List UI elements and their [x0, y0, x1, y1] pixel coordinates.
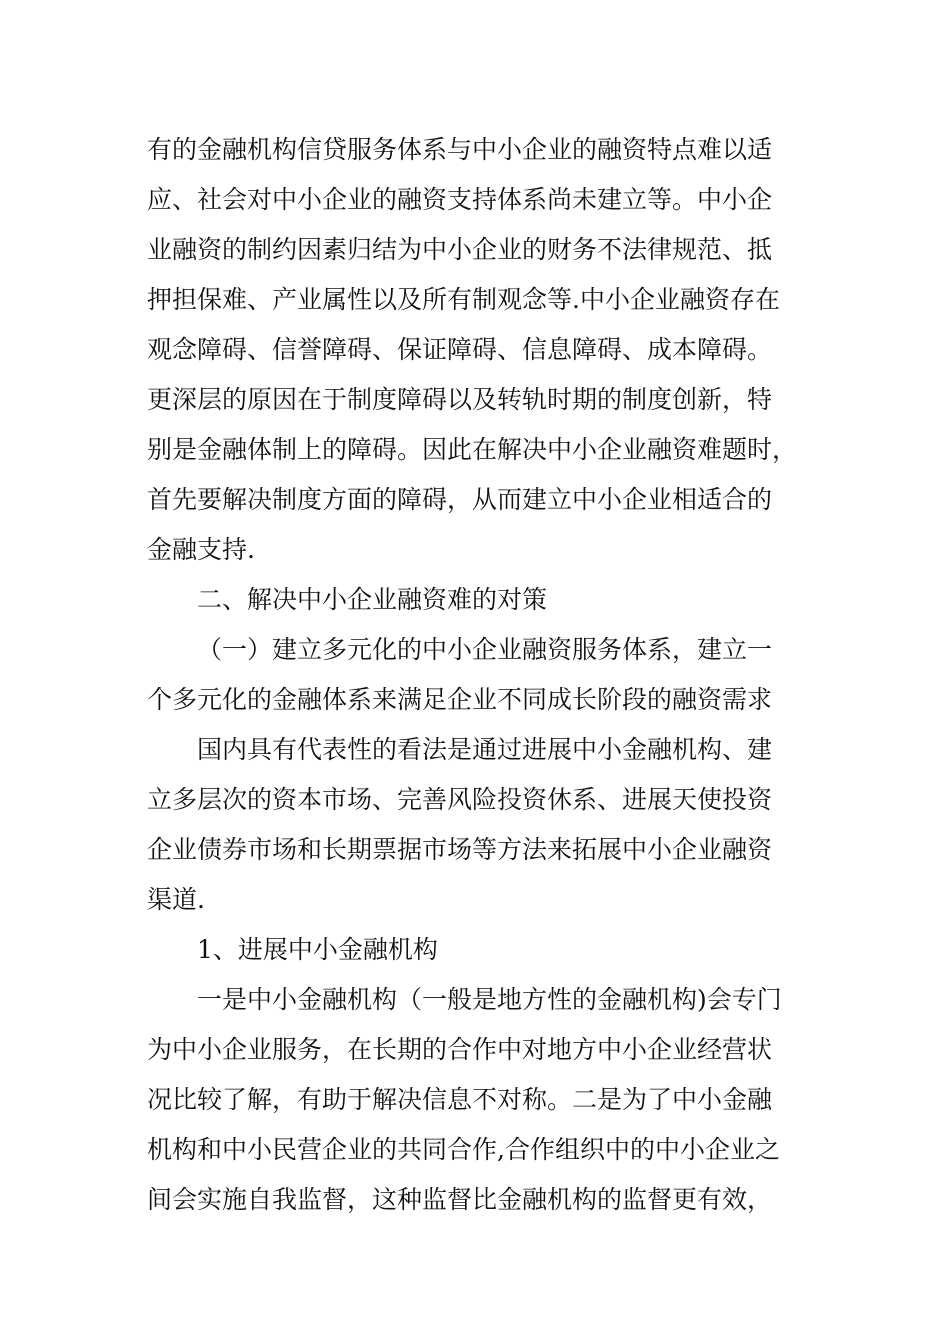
body-text-line: 况比较了解，有助于解决信息不对称。二是为了中小金融: [147, 1085, 773, 1114]
body-text-line: 观念障碍、信誉障碍、保证障碍、信息障碍、成本障碍。: [147, 335, 773, 364]
subsection-heading: （一）建立多元化的中小企业融资服务体系，建立一: [197, 635, 773, 664]
body-text-line: 押担保难、产业属性以及所有制观念等.中小企业融资存在: [147, 285, 780, 314]
body-text-line: 首先要解决制度方面的障碍，从而建立中小企业相适合的: [147, 485, 773, 514]
body-text-line: 别是金融体制上的障碍。因此在解决中小企业融资难题时，: [147, 435, 798, 464]
subsection-heading: 个多元化的金融体系来满足企业不同成长阶段的融资需求: [147, 685, 773, 714]
body-text-line: 应、社会对中小企业的融资支持体系尚未建立等。中小企: [147, 185, 773, 214]
body-text-line: 机构和中小民营企业的共同合作,合作组织中的中小企业之: [147, 1135, 780, 1164]
body-text-line: 为中小企业服务，在长期的合作中对地方中小企业经营状: [147, 1035, 773, 1064]
body-text-line: 渠道.: [147, 885, 205, 914]
body-text-line: 一是中小金融机构（一般是地方性的金融机构)会专门: [197, 985, 782, 1014]
body-text-line: 有的金融机构信贷服务体系与中小企业的融资特点难以适: [147, 135, 773, 164]
body-text-line: 立多层次的资本市场、完善风险投资休系、进展天使投资: [147, 785, 773, 814]
body-text-line: 企业债券市场和长期票据市场等方法来拓展中小企业融资: [147, 835, 773, 864]
section-heading: 二、解决中小企业融资难的对策: [197, 585, 548, 614]
body-text-line: 间会实施自我监督，这种监督比金融机构的监督更有效，: [147, 1185, 773, 1214]
body-text-line: 金融支持.: [147, 535, 255, 564]
list-item-heading: 1、进展中小金融机构: [197, 935, 438, 964]
body-text-line: 国内具有代表性的看法是通过进展中小金融机构、建: [197, 735, 773, 764]
body-text-line: 业融资的制约因素归结为中小企业的财务不法律规范、抵: [147, 235, 773, 264]
body-text-line: 更深层的原因在于制度障碍以及转轨时期的制度创新，特: [147, 385, 773, 414]
